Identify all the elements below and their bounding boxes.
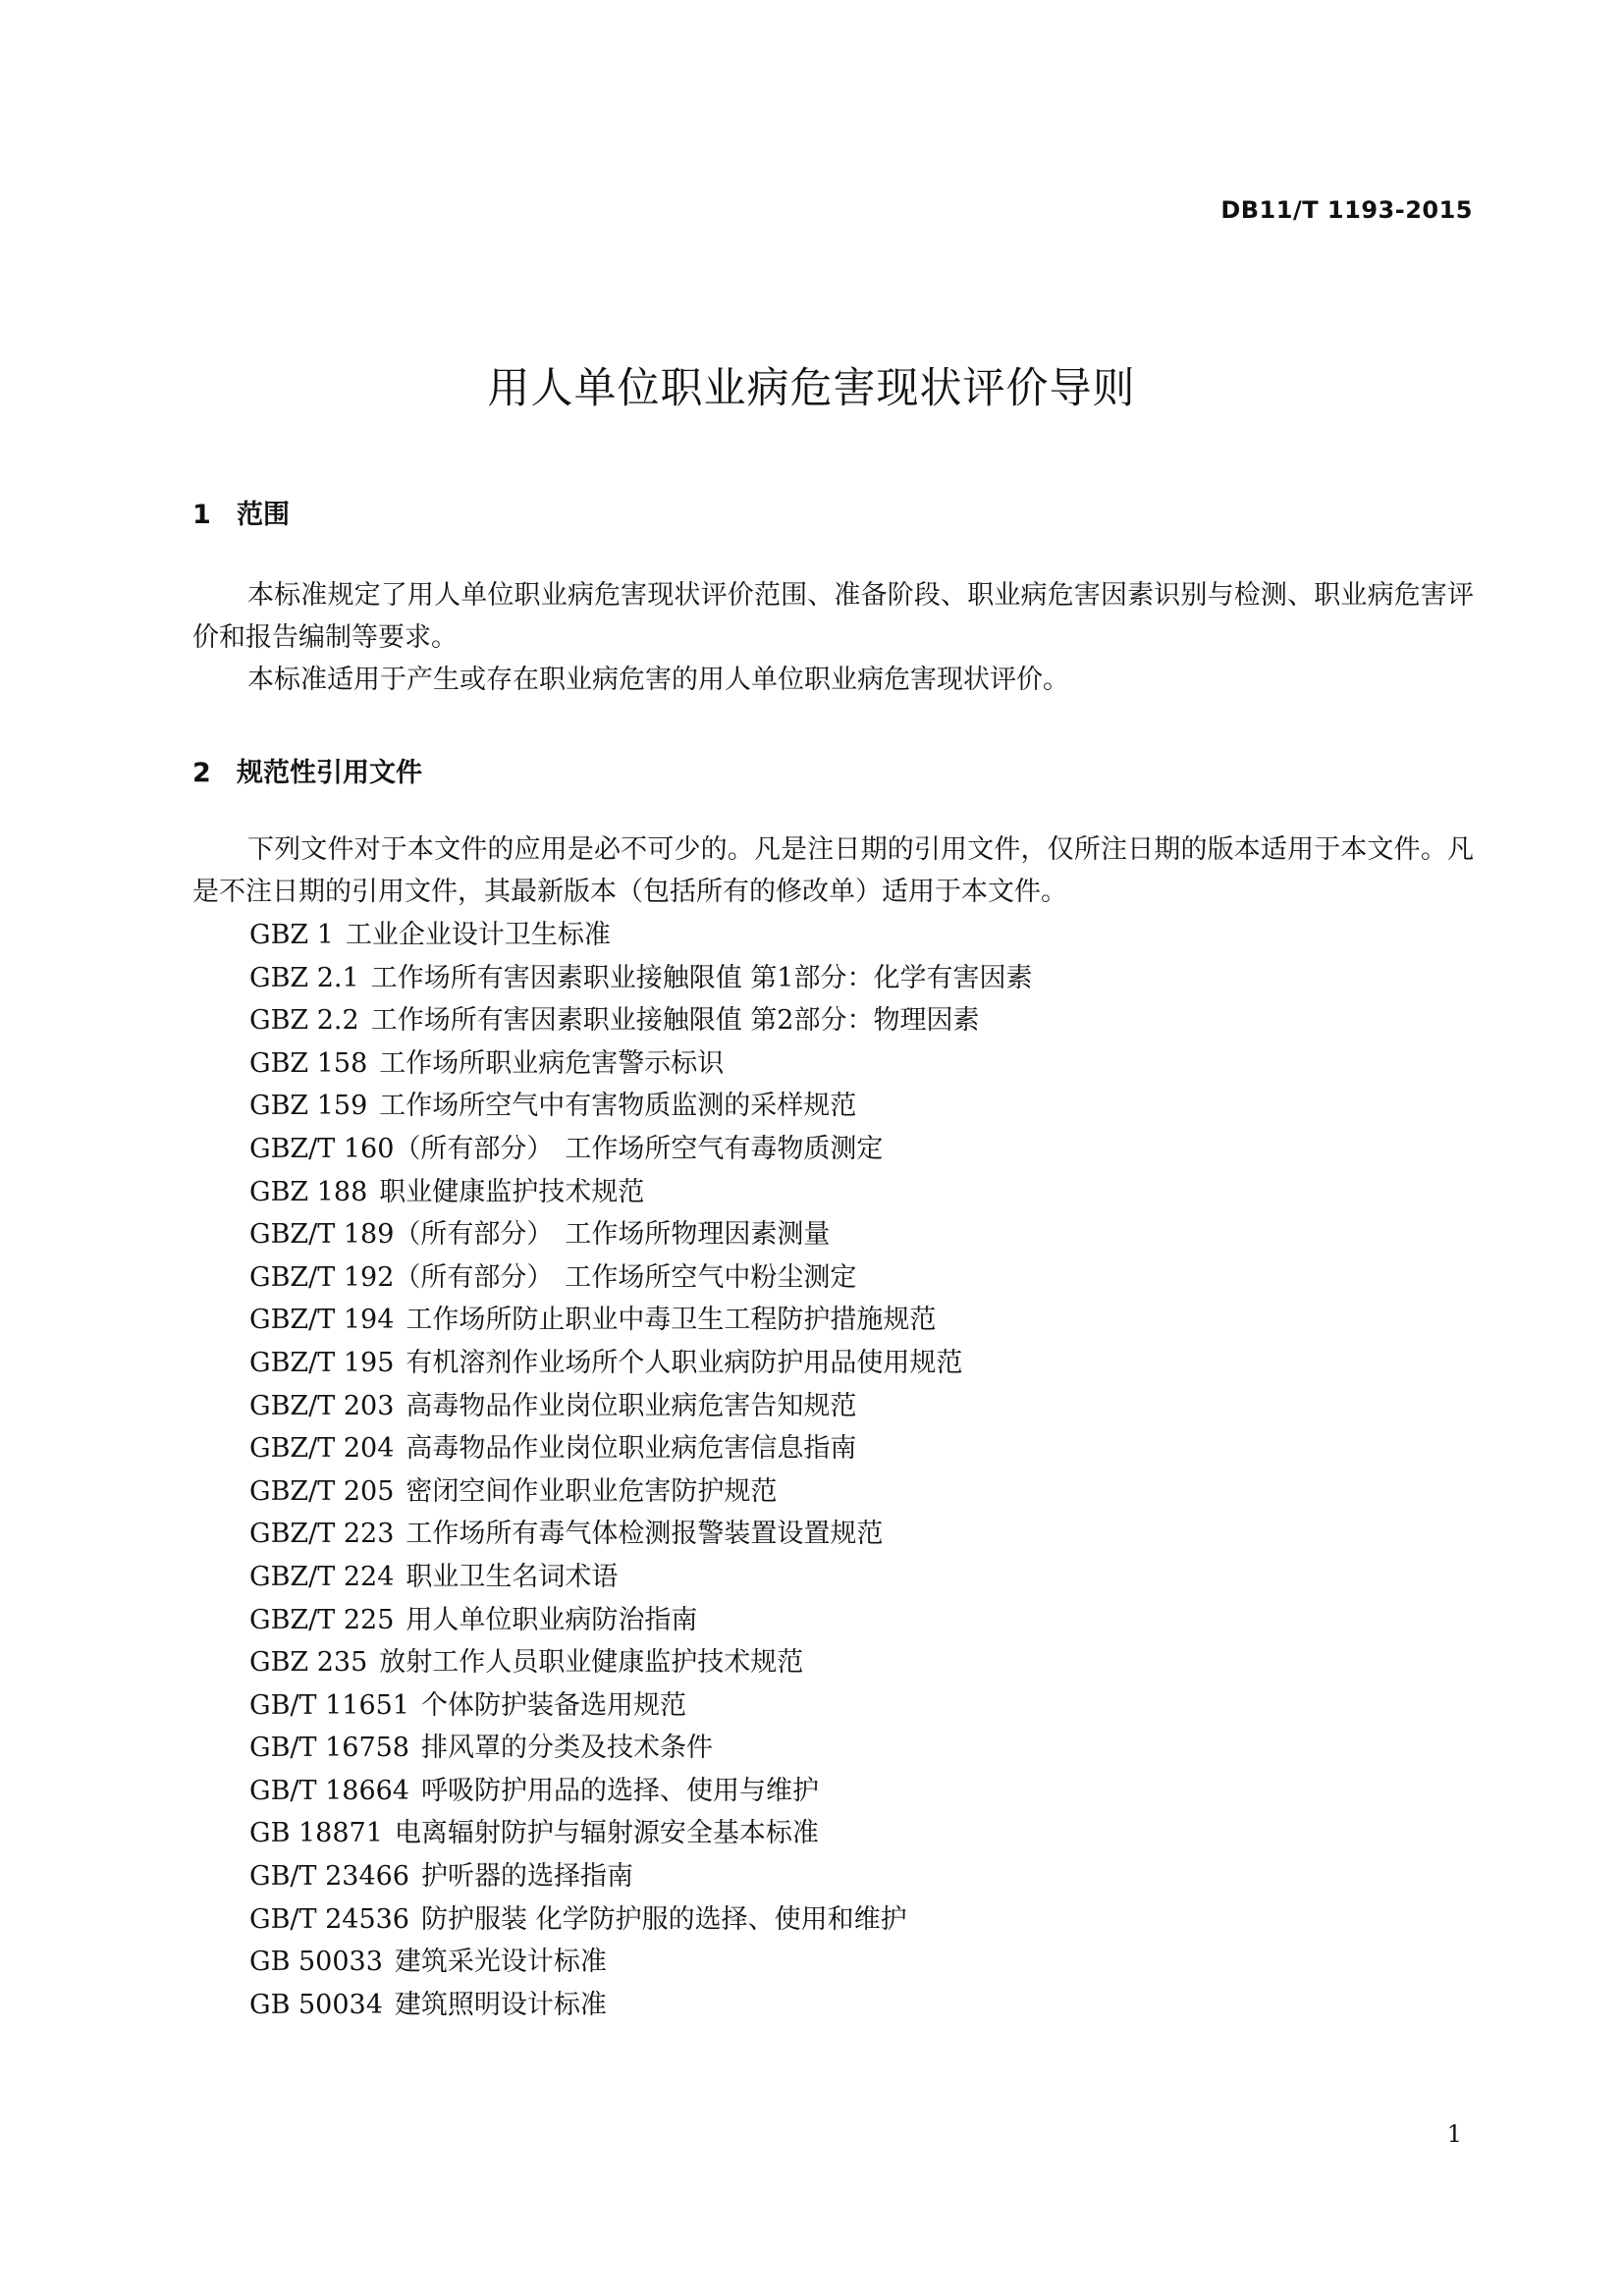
reference-item bbox=[249, 1727, 1032, 1770]
reference-code: GBZ 159 bbox=[249, 1091, 368, 1122]
reference-code: GBZ 2.2 bbox=[249, 1005, 359, 1037]
reference-title: 用人单位职业病防治指南 bbox=[406, 1604, 698, 1635]
reference-item bbox=[249, 1470, 1032, 1514]
reference-code: GBZ/T 223 bbox=[249, 1519, 395, 1550]
reference-title: 工作场所物理因素测量 bbox=[565, 1219, 831, 1251]
reference-title: 工业企业设计卫生标准 bbox=[345, 920, 611, 950]
reference-title: 工作场所有害因素职业接触限值 第2部分：物理因素 bbox=[370, 1005, 980, 1037]
reference-item bbox=[249, 1812, 1032, 1855]
reference-title: 呼吸防护用品的选择、使用与维护 bbox=[421, 1775, 819, 1806]
reference-code: GBZ 2.1 bbox=[249, 962, 359, 993]
section-number: 1 bbox=[192, 500, 211, 530]
reference-item bbox=[249, 1641, 1032, 1684]
reference-title: 电离辐射防护与辐射源安全基本标准 bbox=[394, 1818, 819, 1849]
reference-title: 建筑采光设计标准 bbox=[394, 1947, 607, 1978]
reference-title: 职业卫生名词术语 bbox=[406, 1561, 619, 1592]
reference-code: GBZ/T 192（所有部分） bbox=[249, 1261, 554, 1293]
reference-title: 职业健康监护技术规范 bbox=[379, 1176, 645, 1207]
scope-paragraph-1: 本标准规定了用人单位职业病危害现状评价范围、准备阶段、职业病危害因素识别与检测、职业病危害评价和报告编制等要求。 bbox=[192, 580, 1474, 653]
reference-title: 工作场所空气中有害物质监测的采样规范 bbox=[379, 1091, 857, 1122]
reference-code: GB 50033 bbox=[249, 1947, 383, 1978]
reference-item bbox=[249, 957, 1032, 1000]
section-heading-scope bbox=[192, 493, 290, 531]
reference-title: 工作场所空气有毒物质测定 bbox=[565, 1133, 884, 1164]
reference-title: 工作场所空气中粉尘测定 bbox=[565, 1261, 857, 1293]
reference-item bbox=[249, 914, 1032, 957]
reference-item bbox=[249, 1385, 1032, 1428]
reference-code: GBZ/T 203 bbox=[249, 1390, 395, 1421]
reference-code: GBZ/T 205 bbox=[249, 1475, 395, 1507]
reference-item bbox=[249, 1556, 1032, 1599]
reference-code: GBZ/T 160（所有部分） bbox=[249, 1133, 554, 1164]
reference-title: 高毒物品作业岗位职业病危害信息指南 bbox=[406, 1433, 857, 1465]
reference-title: 工作场所防止职业中毒卫生工程防护措施规范 bbox=[406, 1305, 937, 1336]
reference-code: GB/T 16758 bbox=[249, 1733, 409, 1764]
reference-code: GBZ/T 189（所有部分） bbox=[249, 1219, 554, 1251]
reference-item bbox=[249, 1256, 1032, 1300]
reference-item bbox=[249, 1770, 1032, 1813]
reference-code: GBZ 158 bbox=[249, 1047, 368, 1079]
reference-code: GBZ/T 225 bbox=[249, 1604, 395, 1635]
page-number: 1 bbox=[1446, 2120, 1462, 2148]
reference-code: GBZ 1 bbox=[249, 920, 334, 950]
reference-title: 建筑照明设计标准 bbox=[394, 1989, 607, 2020]
section-title: 规范性引用文件 bbox=[237, 758, 422, 788]
reference-code: GBZ/T 224 bbox=[249, 1561, 395, 1592]
reference-title: 工作场所有毒气体检测报警装置设置规范 bbox=[406, 1519, 884, 1550]
reference-title: 防护服装 化学防护服的选择、使用和维护 bbox=[421, 1903, 907, 1935]
section-heading-normative-references bbox=[192, 751, 422, 789]
reference-code: GB/T 23466 bbox=[249, 1861, 409, 1893]
reference-item bbox=[249, 1042, 1032, 1086]
reference-title: 高毒物品作业岗位职业病危害告知规范 bbox=[406, 1390, 857, 1421]
reference-code: GB 50034 bbox=[249, 1989, 383, 2020]
reference-code: GBZ/T 195 bbox=[249, 1347, 395, 1378]
reference-code: GB/T 11651 bbox=[249, 1689, 409, 1721]
reference-title: 有机溶剂作业场所个人职业病防护用品使用规范 bbox=[406, 1347, 963, 1378]
reference-code: GBZ/T 194 bbox=[249, 1305, 395, 1336]
reference-item bbox=[249, 1855, 1032, 1898]
scope-paragraph-2: 本标准适用于产生或存在职业病危害的用人单位职业病危害现状评价。 bbox=[247, 665, 1069, 695]
reference-item bbox=[249, 1599, 1032, 1642]
reference-item bbox=[249, 1941, 1032, 1984]
reference-code: GBZ/T 204 bbox=[249, 1433, 395, 1465]
references-intro-paragraph: 下列文件对于本文件的应用是必不可少的。凡是注日期的引用文件，仅所注日期的版本适用于本文件。凡是不注日期的引用文件，其最新版本（包括所有的修改单）适用于本文件。 bbox=[192, 834, 1474, 907]
reference-title: 护听器的选择指南 bbox=[421, 1861, 633, 1893]
reference-code: GBZ 235 bbox=[249, 1647, 368, 1679]
reference-title: 个体防护装备选用规范 bbox=[421, 1689, 686, 1721]
reference-code: GB 18871 bbox=[249, 1818, 383, 1849]
reference-list bbox=[249, 914, 1032, 2026]
reference-item bbox=[249, 1213, 1032, 1256]
reference-title: 工作场所有害因素职业接触限值 第1部分：化学有害因素 bbox=[370, 962, 1033, 993]
reference-item bbox=[249, 1984, 1032, 2027]
reference-title: 排风罩的分类及技术条件 bbox=[421, 1733, 713, 1764]
reference-code: GBZ 188 bbox=[249, 1176, 368, 1207]
reference-item bbox=[249, 1898, 1032, 1942]
reference-item bbox=[249, 1171, 1032, 1214]
reference-item bbox=[249, 1427, 1032, 1470]
reference-code: GB/T 18664 bbox=[249, 1775, 409, 1806]
reference-title: 密闭空间作业职业危害防护规范 bbox=[406, 1475, 778, 1507]
reference-item bbox=[249, 1342, 1032, 1385]
reference-title: 放射工作人员职业健康监护技术规范 bbox=[379, 1647, 804, 1679]
reference-item bbox=[249, 1085, 1032, 1128]
reference-item bbox=[249, 1684, 1032, 1728]
section-title: 范围 bbox=[237, 500, 290, 530]
section-number: 2 bbox=[192, 758, 211, 788]
document-title: 用人单位职业病危害现状评价导则 bbox=[487, 364, 1136, 413]
reference-code: GB/T 24536 bbox=[249, 1903, 409, 1935]
reference-title: 工作场所职业病危害警示标识 bbox=[379, 1047, 725, 1079]
reference-item bbox=[249, 1128, 1032, 1171]
reference-item bbox=[249, 1299, 1032, 1342]
reference-item bbox=[249, 1513, 1032, 1556]
standard-number: DB11/T 1193-2015 bbox=[1220, 196, 1473, 224]
reference-item bbox=[249, 999, 1032, 1042]
